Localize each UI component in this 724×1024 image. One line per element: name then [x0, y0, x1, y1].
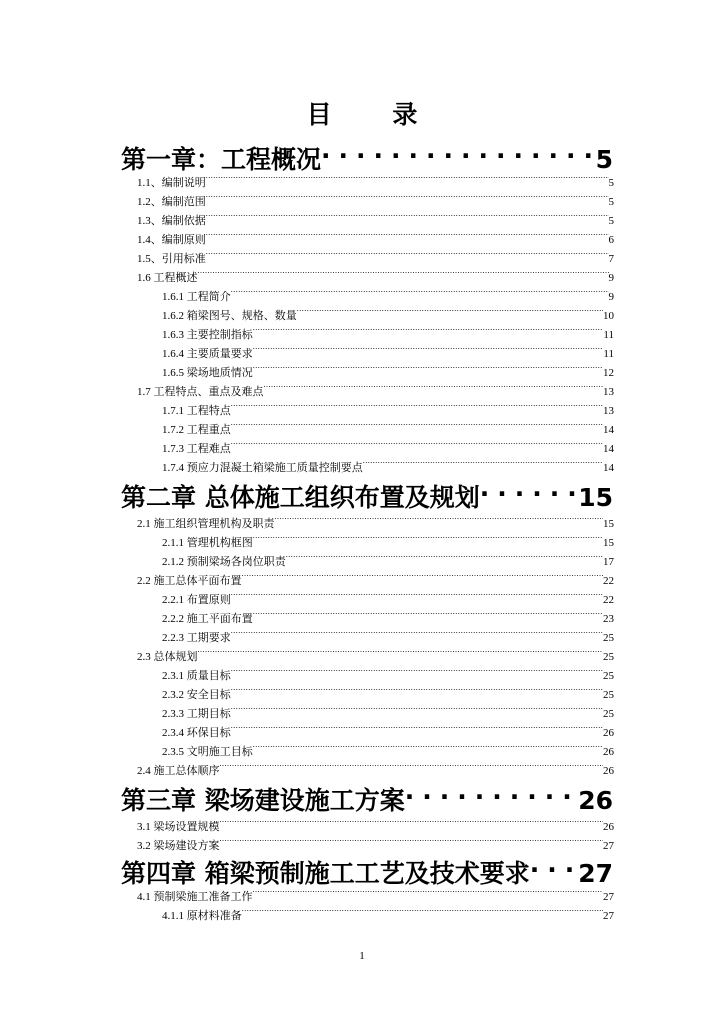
- toc-subsection-entry[interactable]: [162, 589, 614, 608]
- toc-dot-leader: [253, 608, 603, 622]
- toc-subsection-entry[interactable]: [162, 741, 614, 760]
- toc-entry-title: 1.7.3 工程难点: [162, 443, 231, 455]
- toc-subsection-entry[interactable]: [162, 286, 614, 305]
- toc-dot-leader: [231, 703, 603, 717]
- toc-entry-title: 1.6.4 主要质量要求: [162, 348, 253, 360]
- toc-entry-title: 1.7 工程特点、重点及难点: [137, 386, 264, 398]
- toc-entry-title: 第三章 梁场建设施工方案: [121, 786, 405, 815]
- toc-subsection-entry[interactable]: [162, 362, 614, 381]
- toc-dot-leader: [220, 835, 604, 849]
- toc-entry-title: 1.3、编制依据: [137, 215, 206, 227]
- toc-dot-leader: [275, 513, 604, 527]
- toc-entry-title: 1.6.2 箱梁图号、规格、数量: [162, 310, 297, 322]
- toc-dot-leader: [206, 210, 609, 224]
- toc-entry-title: 1.6.3 主要控制指标: [162, 329, 253, 341]
- toc-entry-page: 25: [603, 708, 614, 720]
- toc-entry-page: 10: [603, 310, 614, 322]
- toc-dot-leader: [220, 816, 604, 830]
- toc-entry-page: 26: [578, 786, 613, 815]
- toc-section-entry[interactable]: [137, 760, 614, 779]
- toc-dot-leader: [253, 343, 604, 357]
- toc-entry-page: 15: [603, 537, 614, 549]
- toc-entry-page: 17: [603, 556, 614, 568]
- toc-dot-leader: [220, 760, 604, 774]
- toc-dot-leader: [405, 779, 578, 809]
- toc-subsection-entry[interactable]: [162, 722, 614, 741]
- toc-entry-title: 3.1 梁场设置规模: [137, 821, 220, 833]
- toc-subsection-entry[interactable]: [162, 627, 614, 646]
- toc-entry-title: 2.3.4 环保目标: [162, 727, 231, 739]
- toc-entry-page: 27: [578, 859, 613, 888]
- toc-entry-page: 6: [608, 234, 614, 246]
- toc-entry-page: 26: [603, 765, 614, 777]
- toc-dot-leader: [206, 248, 609, 262]
- toc-entry-page: 13: [603, 386, 614, 398]
- toc-section-entry[interactable]: [137, 210, 614, 229]
- toc-chapter-entry[interactable]: [121, 138, 613, 174]
- toc-entry-page: 22: [603, 594, 614, 606]
- toc-dot-leader: [231, 589, 603, 603]
- toc-entry-page: 23: [603, 613, 614, 625]
- toc-entry-page: 15: [603, 518, 614, 530]
- toc-section-entry[interactable]: [137, 191, 614, 210]
- toc-entry-page: 14: [603, 443, 614, 455]
- page-number: 1: [359, 950, 365, 962]
- toc-dot-leader: [231, 665, 603, 679]
- toc-dot-leader: [206, 172, 609, 186]
- toc-dot-leader: [286, 551, 603, 565]
- toc-entry-page: 27: [603, 910, 614, 922]
- toc-entry-page: 25: [603, 632, 614, 644]
- toc-chapter-entry[interactable]: [121, 852, 613, 888]
- toc-entry-title: 2.1.2 预制梁场各岗位职责: [162, 556, 286, 568]
- toc-entry-title: 2.2.1 布置原则: [162, 594, 231, 606]
- toc-section-entry[interactable]: [137, 816, 614, 835]
- toc-dot-leader: [231, 684, 603, 698]
- toc-section-entry[interactable]: [137, 513, 614, 532]
- toc-entry-page: 14: [603, 462, 614, 474]
- toc-section-entry[interactable]: [137, 267, 614, 286]
- toc-entry-page: 13: [603, 405, 614, 417]
- toc-entry-title: 2.2.3 工期要求: [162, 632, 231, 644]
- toc-entry-page: 25: [603, 689, 614, 701]
- toc-subsection-entry[interactable]: [162, 532, 614, 551]
- toc-entry-page: 5: [608, 215, 614, 227]
- toc-entry-page: 5: [608, 177, 614, 189]
- toc-dot-leader: [231, 627, 603, 641]
- toc-entry-page: 5: [608, 196, 614, 208]
- toc-dot-leader: [253, 886, 604, 900]
- toc-entry-title: 2.3 总体规划: [137, 651, 198, 663]
- toc-entry-page: 5: [595, 145, 613, 174]
- toc-subsection-entry[interactable]: [162, 551, 614, 570]
- toc-subsection-entry[interactable]: [162, 608, 614, 627]
- toc-entry-title: 1.6.5 梁场地质情况: [162, 367, 253, 379]
- toc-dot-leader: [231, 722, 603, 736]
- toc-section-entry[interactable]: [137, 570, 614, 589]
- toc-entry-title: 1.5、引用标准: [137, 253, 206, 265]
- toc-dot-leader: [231, 438, 603, 452]
- toc-dot-leader: [363, 457, 603, 471]
- toc-dot-leader: [297, 305, 603, 319]
- toc-entry-title: 2.2 施工总体平面布置: [137, 575, 242, 587]
- toc-entry-title: 1.2、编制范围: [137, 196, 206, 208]
- toc-entry-page: 11: [603, 329, 614, 341]
- toc-entry-title: 3.2 梁场建设方案: [137, 840, 220, 852]
- toc-entry-title: 1.7.1 工程特点: [162, 405, 231, 417]
- toc-section-entry[interactable]: [137, 646, 614, 665]
- toc-entry-title: 第四章 箱梁预制施工工艺及技术要求: [121, 859, 530, 888]
- toc-entry-title: 1.1、编制说明: [137, 177, 206, 189]
- toc-entry-page: 12: [603, 367, 614, 379]
- toc-entry-page: 9: [608, 272, 614, 284]
- toc-dot-leader: [206, 229, 609, 243]
- toc-entry-title: 1.7.4 预应力混凝土箱梁施工质量控制要点: [162, 462, 363, 474]
- toc-dot-leader: [253, 532, 603, 546]
- toc-entry-page: 27: [603, 891, 614, 903]
- toc-entry-page: 26: [603, 746, 614, 758]
- toc-entry-title: 1.7.2 工程重点: [162, 424, 231, 436]
- toc-dot-leader: [231, 286, 609, 300]
- toc-dot-leader: [264, 381, 604, 395]
- toc-subsection-entry[interactable]: [162, 665, 614, 684]
- toc-entry-title: 2.1 施工组织管理机构及职责: [137, 518, 275, 530]
- toc-entry-title: 第二章 总体施工组织布置及规划: [121, 483, 480, 512]
- toc-entry-page: 25: [603, 670, 614, 682]
- toc-subsection-entry[interactable]: [162, 703, 614, 722]
- toc-subsection-entry[interactable]: [162, 905, 614, 924]
- toc-entry-title: 2.1.1 管理机构框图: [162, 537, 253, 549]
- toc-entry-page: 22: [603, 575, 614, 587]
- toc-entry-title: 2.3.2 安全目标: [162, 689, 231, 701]
- toc-entry-page: 26: [603, 727, 614, 739]
- toc-dot-leader: [198, 267, 609, 281]
- toc-dot-leader: [198, 646, 604, 660]
- toc-dot-leader: [206, 191, 609, 205]
- toc-dot-leader: [253, 362, 603, 376]
- toc-subsection-entry[interactable]: [162, 684, 614, 703]
- toc-entry-title: 2.4 施工总体顺序: [137, 765, 220, 777]
- toc-subsection-entry[interactable]: [162, 305, 614, 324]
- toc-subsection-entry[interactable]: [162, 324, 614, 343]
- toc-entry-page: 27: [603, 840, 614, 852]
- toc-entry-title: 1.6.1 工程简介: [162, 291, 231, 303]
- toc-dot-leader: [530, 852, 578, 882]
- toc-entry-page: 14: [603, 424, 614, 436]
- toc-entry-title: 2.3.3 工期目标: [162, 708, 231, 720]
- toc-section-entry[interactable]: [137, 381, 614, 400]
- toc-entry-page: 11: [603, 348, 614, 360]
- toc-section-entry[interactable]: [137, 229, 614, 248]
- toc-subsection-entry[interactable]: [162, 457, 614, 476]
- toc-entry-page: 15: [578, 483, 613, 512]
- toc-entry-page: 9: [608, 291, 614, 303]
- toc-subsection-entry[interactable]: [162, 419, 614, 438]
- toc-title: 目 录: [306, 100, 444, 129]
- toc-dot-leader: [242, 905, 603, 919]
- toc-entry-page: 26: [603, 821, 614, 833]
- toc-dot-leader: [480, 476, 578, 506]
- toc-section-entry[interactable]: [137, 886, 614, 905]
- toc-dot-leader: [231, 400, 603, 414]
- toc-entry-title: 2.3.5 文明施工目标: [162, 746, 253, 758]
- toc-subsection-entry[interactable]: [162, 400, 614, 419]
- toc-entry-page: 25: [603, 651, 614, 663]
- toc-entry-title: 2.2.2 施工平面布置: [162, 613, 253, 625]
- toc-dot-leader: [253, 324, 604, 338]
- toc-section-entry[interactable]: [137, 172, 614, 191]
- toc-dot-leader: [231, 419, 603, 433]
- toc-entry-title: 4.1 预制梁施工准备工作: [137, 891, 253, 903]
- toc-entry-title: 第一章：工程概况: [121, 145, 322, 174]
- toc-chapter-entry[interactable]: [121, 779, 613, 815]
- toc-subsection-entry[interactable]: [162, 343, 614, 362]
- toc-dot-leader: [321, 138, 596, 168]
- toc-entry-title: 1.4、编制原则: [137, 234, 206, 246]
- toc-entry-title: 1.6 工程概述: [137, 272, 198, 284]
- toc-section-entry[interactable]: [137, 248, 614, 267]
- toc-entry-title: 2.3.1 质量目标: [162, 670, 231, 682]
- toc-subsection-entry[interactable]: [162, 438, 614, 457]
- toc-dot-leader: [253, 741, 603, 755]
- toc-entry-title: 4.1.1 原材料准备: [162, 910, 242, 922]
- toc-dot-leader: [242, 570, 604, 584]
- toc-entry-page: 7: [608, 253, 614, 265]
- toc-chapter-entry[interactable]: [121, 476, 613, 512]
